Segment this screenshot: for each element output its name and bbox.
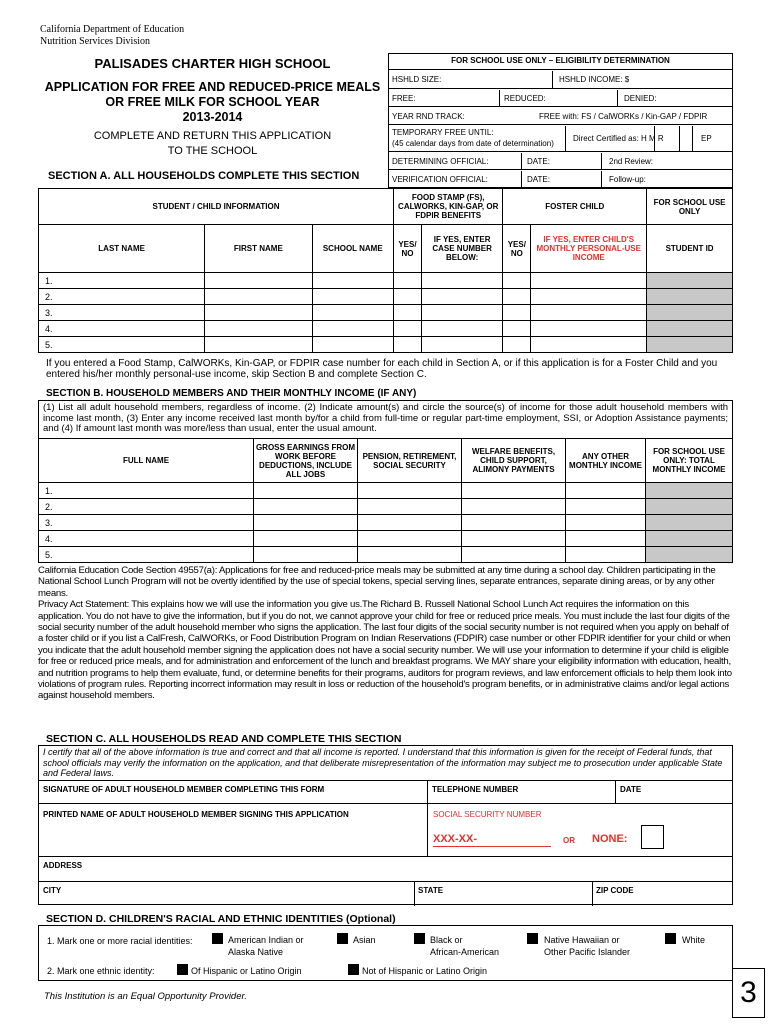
section-d-title: SECTION D. CHILDREN'S RACIAL AND ETHNIC IDENTITIES (Optional) (46, 913, 396, 925)
section-b-title: SECTION B. HOUSEHOLD MEMBERS AND THEIR MONTHLY INCOME (IF ANY) (46, 388, 417, 399)
city-field[interactable]: CITY (43, 886, 62, 895)
not-hispanic-label: Not of Hispanic or Latino Origin (362, 966, 488, 976)
signature-field[interactable]: SIGNATURE OF ADULT HOUSEHOLD MEMBER COMPLETING THIS FORM (43, 785, 325, 794)
first-name-header: FIRST NAME (205, 225, 312, 273)
section-a-table (38, 188, 733, 353)
school-name-header: SCHOOL NAME (312, 225, 394, 273)
american-indian-label-2: Alaska Native (228, 947, 284, 957)
temp-free-note: (45 calendar days from date of determination) (392, 139, 554, 148)
racial-question: 1. Mark one or more racial identities: (47, 936, 193, 946)
black-label-2: African-American (430, 947, 500, 957)
dept-name: California Department of Education (40, 24, 185, 35)
table-row[interactable]: 4. (39, 321, 733, 337)
table-row[interactable]: 1. (39, 273, 733, 289)
state-field[interactable]: STATE (418, 886, 444, 895)
equal-opportunity: This Institution is an Equal Opportunity Provider. (44, 991, 247, 1002)
section-a-note: If you entered a Food Stamp, CalWORKs, Kin-GAP, or FDPIR case number for each child in Section A, or if this application is for a Foster Child and you entered his/her monthly personal-use income, skip Section B and complete Section C. (46, 358, 718, 380)
table-row[interactable]: 2. (39, 499, 733, 515)
black-checkbox[interactable] (414, 933, 425, 944)
page-number: 3 (732, 968, 765, 1018)
food-stamp-header: FOOD STAMP (FS), CALWORKS, KIN-GAP, OR FDPIR BENEFITS (394, 189, 503, 225)
not-hispanic-checkbox[interactable] (348, 964, 359, 975)
ssn-none-label: NONE: (592, 833, 628, 845)
ssn-input[interactable]: XXX-XX- (433, 833, 551, 847)
section-a-title: SECTION A. ALL HOUSEHOLDS COMPLETE THIS SECTION (48, 170, 360, 182)
address-field[interactable]: ADDRESS (43, 861, 83, 870)
free-field[interactable]: FREE: (392, 94, 416, 103)
section-d-box (38, 925, 733, 981)
white-label: White (682, 935, 706, 945)
zip-field[interactable]: ZIP CODE (596, 886, 634, 895)
hispanic-label: Of Hispanic or Latino Origin (191, 966, 302, 976)
yes-no-header-2: YES/ NO (503, 225, 531, 273)
hshld-income[interactable]: HSHLD INCOME: $ (559, 75, 630, 84)
american-indian-checkbox[interactable] (212, 933, 223, 944)
table-row[interactable]: 3. (39, 515, 733, 531)
table-row[interactable]: 2. (39, 289, 733, 305)
ssn-or: OR (563, 836, 575, 845)
return-line-2: TO THE SCHOOL (167, 145, 258, 157)
direct-certified[interactable]: Direct Certified as: H M R (573, 134, 664, 143)
app-title-1: APPLICATION FOR FREE AND REDUCED-PRICE MEALS (44, 80, 381, 94)
hshld-size[interactable]: HSHLD SIZE: (392, 75, 442, 84)
determining-official[interactable]: DETERMINING OFFICIAL: (392, 157, 489, 166)
table-row[interactable]: 3. (39, 305, 733, 321)
legal-text (38, 565, 733, 702)
school-year: 2013-2014 (182, 110, 243, 124)
section-b-table (38, 438, 733, 563)
welfare-header: WELFARE BENEFITS, CHILD SUPPORT, ALIMONY PAYMENTS (462, 439, 566, 483)
table-row[interactable]: 1. (39, 483, 733, 499)
native-hawaiian-checkbox[interactable] (527, 933, 538, 944)
student-info-header: STUDENT / CHILD INFORMATION (39, 189, 394, 225)
second-review[interactable]: 2nd Review: (609, 157, 654, 166)
table-row[interactable]: 5. (39, 547, 733, 563)
foster-header: FOSTER CHILD (503, 189, 647, 225)
native-hawaiian-label-2: Other Pacific Islander (544, 947, 631, 957)
school-name: PALISADES CHARTER HIGH SCHOOL (94, 56, 331, 71)
school-use-title: FOR SCHOOL USE ONLY – ELIGIBILITY DETERMINATION (389, 54, 732, 70)
asian-checkbox[interactable] (337, 933, 348, 944)
child-income-header: IF YES, ENTER CHILD'S MONTHLY PERSONAL-USE INCOME (531, 225, 647, 273)
date-2[interactable]: DATE: (527, 175, 550, 184)
free-with[interactable]: FREE with: FS / CalWORKs / Kin-GAP / FDPIR (539, 112, 708, 121)
verification-official[interactable]: VERIFICATION OFFICIAL: (392, 175, 488, 184)
school-use-header: FOR SCHOOL USE ONLY (647, 189, 733, 225)
ed-code-paragraph: California Education Code Section 49557(a): Applications for free and reduced-price meals may be submitted at any time during a school day. Children participating in the National School Lunch Program will not be overtly identified by the use of special tokens, special serving lines, separate entrances, separate dining areas, or by any other means. (38, 565, 716, 599)
temp-free[interactable]: TEMPORARY FREE UNTIL: (392, 128, 494, 137)
table-row[interactable]: 5. (39, 337, 733, 353)
total-income-header: FOR SCHOOL USE ONLY: TOTAL MONTHLY INCOME (646, 439, 733, 483)
denied-field[interactable]: DENIED: (624, 94, 657, 103)
date-1[interactable]: DATE: (527, 157, 550, 166)
reduced-field[interactable]: REDUCED: (504, 94, 546, 103)
printed-name-field[interactable]: PRINTED NAME OF ADULT HOUSEHOLD MEMBER SIGNING THIS APPLICATION (43, 810, 349, 819)
section-b-instructions: (1) List all adult household members, regardless of income. (2) Indicate amount(s) and circle the source(s) of income for those adult household members with income last month, (3) Enter any income received last month by/for a child from full-time or regular part-time employment, SSI, or Adoption Assistance payments; and (4) If amount last month was more/less than usual, enter the usual amount. (38, 400, 733, 438)
date-field[interactable]: DATE (620, 785, 642, 794)
app-title-2: OR FREE MILK FOR SCHOOL YEAR (105, 95, 320, 109)
student-id-header: STUDENT ID (647, 225, 733, 273)
yes-no-header: YES/ NO (394, 225, 422, 273)
white-checkbox[interactable] (665, 933, 676, 944)
hispanic-checkbox[interactable] (177, 964, 188, 975)
section-c-form (38, 780, 733, 905)
case-number-header: IF YES, ENTER CASE NUMBER BELOW: (421, 225, 503, 273)
table-row[interactable]: 4. (39, 531, 733, 547)
asian-label: Asian (353, 935, 376, 945)
year-rnd-track[interactable]: YEAR RND TRACK: (392, 112, 465, 121)
other-income-header: ANY OTHER MONTHLY INCOME (566, 439, 646, 483)
follow-up[interactable]: Follow-up: (609, 175, 646, 184)
last-name-header: LAST NAME (39, 225, 205, 273)
black-label: Black or (430, 935, 463, 945)
pension-header: PENSION, RETIREMENT, SOCIAL SECURITY (358, 439, 462, 483)
gross-earnings-header: GROSS EARNINGS FROM WORK BEFORE DEDUCTIONS, INCLUDE ALL JOBS (254, 439, 358, 483)
full-name-header: FULL NAME (39, 439, 254, 483)
privacy-paragraph: Privacy Act Statement: This explains how we will use the information you give us.The Richard B. Russell National School Lunch Act requires the information on this application. You do not have to give the information, but if you do not, we cannot approve your child for free or reduced price meals. You must include the last four digits of the social security number of the adult household member who signs the application. The last four digits of the social security number is not required when you apply on behalf of a foster child or if you list a CalFresh, CalWORKs, or Food Distribution Program on Indian Reservations (FDPIR) case number or other FDPIR identifier for your child or when you indicate that the adult household member signing the application does not have a social security number. We will use your information to determine if your child is eligible for free or reduced price meals, and for administration and enforcement of the lunch and breakfast programs. We MAY share your eligibility information with education, health, and nutrition programs to help them evaluate, fund, or determine benefits for their programs, auditors for program reviews, and law enforcement officials to help them look into violations of program rules. Reporting incorrect information may result in loss or reduction of the household's program benefits, or in administrative claims and/or legal actions against household members. (38, 599, 732, 702)
american-indian-label: American Indian or (228, 935, 304, 945)
native-hawaiian-label: Native Hawaiian or (544, 935, 620, 945)
school-use-box (388, 53, 733, 188)
telephone-field[interactable]: TELEPHONE NUMBER (432, 785, 519, 794)
ethnic-question: 2. Mark one ethnic identity: (47, 966, 155, 976)
ep-field[interactable]: EP (701, 134, 712, 143)
division-name: Nutrition Services Division (40, 36, 150, 47)
ssn-none-checkbox[interactable] (641, 825, 664, 849)
ssn-label: SOCIAL SECURITY NUMBER (433, 810, 542, 819)
return-line-1: COMPLETE AND RETURN THIS APPLICATION (93, 130, 332, 142)
certify-text: I certify that all of the above information is true and correct and that all income is reported. I understand that this information is given for the receipt of Federal funds, that school officials may verify the information on the application, and that deliberate misrepresentation of the information may subject me to prosecution under applicable State and Federal laws. (38, 745, 733, 780)
section-c-title: SECTION C. ALL HOUSEHOLDS READ AND COMPLETE THIS SECTION (46, 733, 402, 745)
